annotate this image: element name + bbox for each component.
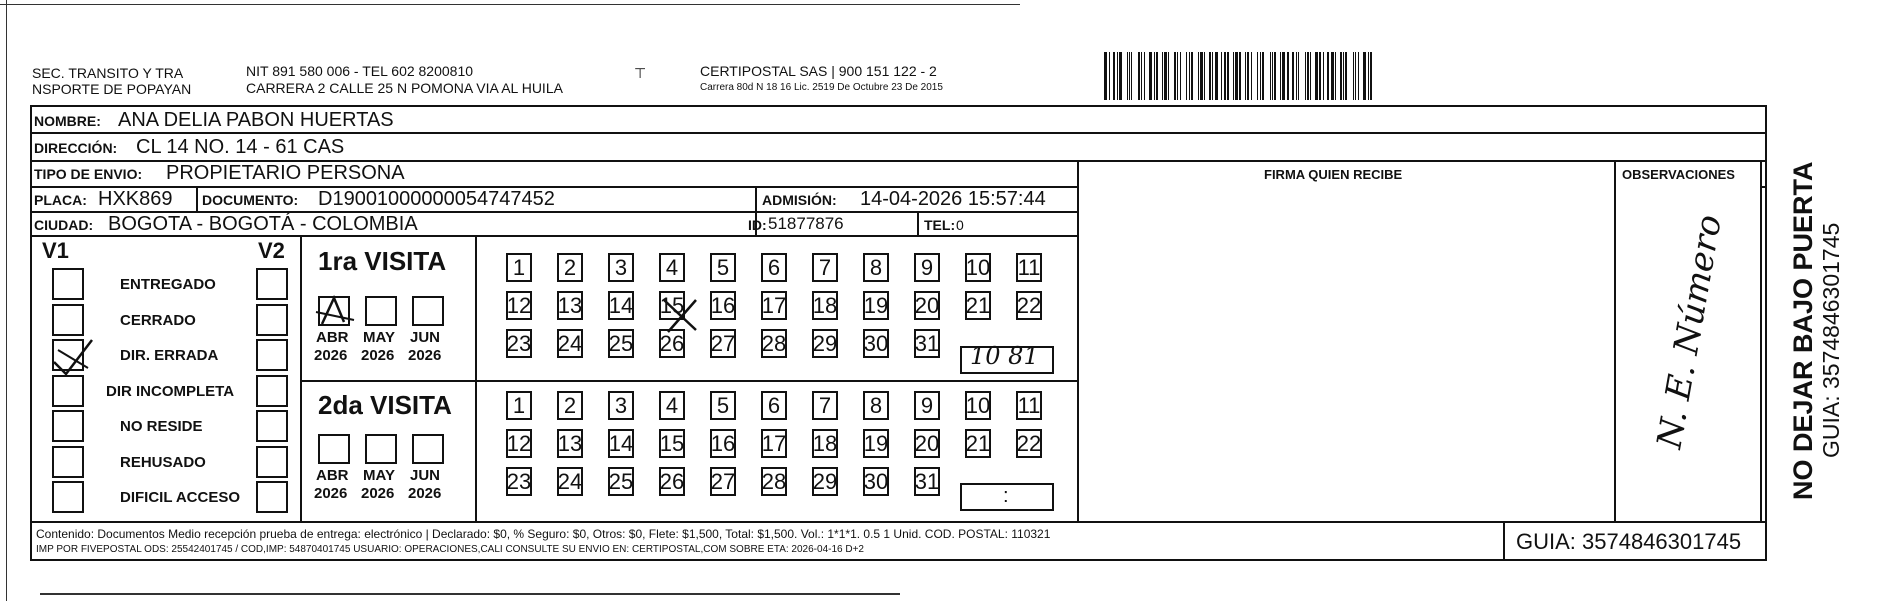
observaciones-handwriting [1618,190,1758,520]
barcode-bar [1272,52,1273,100]
direccion-value: CL 14 NO. 14 - 61 CAS [136,136,345,158]
barcode-bar [1335,52,1336,100]
day-checkbox[interactable]: 4 [659,391,685,420]
month-checkbox[interactable] [365,434,397,464]
barcode-bar [1146,52,1148,100]
barcode-bar [1162,52,1163,100]
barcode-bar [1219,52,1220,100]
day-checkbox[interactable]: 30 [863,329,889,358]
no-dejar-bajo-puerta: NO DEJAR BAJO PUERTA [1788,161,1818,500]
day-checkbox[interactable]: 1 [506,253,532,282]
barcode-bar [1282,52,1285,100]
day-checkbox[interactable]: 24 [557,329,583,358]
barcode-bar [1298,52,1299,100]
barcode-bar [1119,52,1122,100]
day-checkbox[interactable]: 10 [965,253,991,282]
day-checkbox[interactable]: 16 [710,429,736,458]
status-label: CERRADO [120,312,196,329]
status-v1-checkbox[interactable] [52,481,84,513]
day-checkbox[interactable]: 13 [557,429,583,458]
barcode-bar [1315,52,1318,100]
barcode-bar [1109,52,1110,100]
month-label: JUN [410,467,441,484]
day-checkbox[interactable]: 24 [557,467,583,496]
barcode-bar [1325,52,1326,100]
barcode-bar [1265,52,1268,100]
barcode-bar [1235,52,1238,100]
barcode-bar [1260,52,1261,100]
day-checkbox[interactable]: 29 [812,329,838,358]
barcode-bar [1233,52,1234,100]
day-checkbox[interactable]: 14 [608,429,634,458]
month-checkbox[interactable] [412,296,444,326]
month-checkbox[interactable] [412,434,444,464]
admision-label: ADMISIÓN: [762,192,837,208]
barcode-bar [1349,52,1352,100]
barcode-bar [1200,52,1203,100]
courier-address: Carrera 80d N 18 16 Lic. 2519 De Octubre 23 De 2015 [700,82,943,93]
tel-value: 0 [956,217,964,233]
month-label: ABR [316,329,349,346]
day-checkbox[interactable]: 15 [659,429,685,458]
barcode-bar [1300,52,1303,100]
barcode-bar [1113,52,1115,100]
day-checkbox[interactable]: 26 [659,329,685,358]
status-v2-checkbox[interactable] [256,446,288,478]
id-label: ID: [748,217,767,233]
footer-contenido: Contenido: Documentos Medio recepción prueba de entrega: electrónico | Declarado: $0, % Seguro: $0, Otros: $0, Flete: $1,500, Total: $1,500. Vol.: 1*1*1. 0.5 1 Unid. COD. POSTAL: 110321 [36,527,1051,541]
day-checkbox[interactable]: 10 [965,391,991,420]
day-checkbox[interactable]: 17 [761,429,787,458]
barcode-bar [1129,52,1130,100]
direccion-label: DIRECCIÓN: [34,140,118,156]
barcode-bar [1164,52,1167,100]
month-checkbox[interactable] [365,296,397,326]
day-checkbox[interactable]: 22 [1016,291,1042,320]
barcode-bar [1123,52,1125,100]
tel-label: TEL: [924,217,956,233]
barcode-bar [1159,52,1160,100]
day-checkbox[interactable]: 25 [608,467,634,496]
day-checkbox[interactable]: 2 [557,253,583,282]
day-checkbox[interactable]: 5 [710,253,736,282]
visit-1-title: 1ra VISITA [318,246,447,276]
status-label: DIR INCOMPLETA [106,383,235,400]
abr-check-mark [314,292,364,332]
day-checkbox[interactable]: 14 [608,291,634,320]
admision-value: 14-04-2026 15:57:44 [860,188,1046,210]
year-label: 2026 [314,485,348,502]
visit-1-time-handwritten: 10 81 [970,342,1039,370]
day-checkbox[interactable]: 2 [557,391,583,420]
month-label: ABR [316,467,349,484]
barcode-bar [1154,52,1155,100]
day-checkbox[interactable]: 27 [710,467,736,496]
year-label: 2026 [361,347,395,364]
barcode-bar [1337,52,1338,100]
firma-header: FIRMA QUIEN RECIBE [1264,167,1403,182]
barcode-bar [1313,52,1314,100]
barcode-bar [1134,52,1137,100]
barcode-bar [1180,52,1181,100]
barcode-bar [1368,52,1369,100]
barcode-bar [1323,52,1324,100]
barcode-bar [1292,52,1294,100]
year-label: 2026 [408,347,442,364]
barcode-bar [1174,52,1176,100]
barcode-bar [1149,52,1152,100]
visit-2-time-placeholder: : [1003,485,1009,507]
status-label: DIFICIL ACCESO [120,489,241,506]
dir-errada-check-mark [48,332,98,382]
barcode [1104,52,1392,100]
barcode-bar [1257,52,1258,100]
barcode-bar [1363,52,1366,100]
day-checkbox[interactable]: 30 [863,467,889,496]
v2-label: V2 [258,238,285,263]
day-checkbox[interactable]: 19 [863,291,889,320]
v1-label: V1 [42,238,69,263]
day-checkbox[interactable]: 19 [863,429,889,458]
placa-label: PLACA: [34,192,87,208]
ciudad-value: BOGOTA - BOGOTÁ - COLOMBIA [108,213,418,235]
barcode-bar [1360,52,1362,100]
day-checkbox[interactable]: 6 [761,253,787,282]
status-label: ENTREGADO [120,276,216,293]
nit-line: NIT 891 580 006 - TEL 602 8200810 [246,63,474,79]
documento-label: DOCUMENTO: [202,192,299,208]
status-v2-checkbox[interactable] [256,304,288,336]
barcode-bar [1290,52,1291,100]
day-checkbox[interactable]: 12 [506,429,532,458]
barcode-bar [1331,52,1334,100]
id-value: 51877876 [768,214,844,233]
day-checkbox[interactable]: 28 [761,467,787,496]
day-checkbox[interactable]: 9 [914,391,940,420]
barcode-bar [1144,52,1145,100]
day-checkbox[interactable]: 21 [965,429,991,458]
page-edge-bottom [40,593,900,595]
barcode-bar [1239,52,1241,100]
status-v2-checkbox[interactable] [256,410,288,442]
status-label: REHUSADO [120,454,206,471]
handwritten-note-text: N. E. Número [1649,211,1730,452]
ciudad-label: CIUDAD: [34,217,94,233]
day-checkbox[interactable]: 5 [710,391,736,420]
day-checkbox[interactable]: 8 [863,391,889,420]
barcode-bar [1245,52,1246,100]
courier-name: CERTIPOSTAL SAS | 900 151 122 - 2 [700,63,937,79]
day-checkbox[interactable]: 9 [914,253,940,282]
barcode-bar [1262,52,1264,100]
day-checkbox[interactable]: 22 [1016,429,1042,458]
day-checkbox[interactable]: 7 [812,253,838,282]
day-checkbox[interactable]: 25 [608,329,634,358]
day-checkbox[interactable]: 11 [1016,391,1042,420]
courier-logo-icon: ⊤ [634,65,647,81]
documento-value: D19001000000054747452 [318,188,555,210]
barcode-bar [1274,52,1276,100]
nombre-label: NOMBRE: [34,113,101,129]
day-checkbox[interactable]: 23 [506,329,532,358]
barcode-bar [1138,52,1140,100]
day-checkbox[interactable]: 31 [914,467,940,496]
barcode-bar [1243,52,1244,100]
day-checkbox[interactable]: 3 [608,253,634,282]
barcode-bar [1171,52,1173,100]
day-checkbox[interactable]: 1 [506,391,532,420]
day-checkbox[interactable]: 12 [506,291,532,320]
barcode-bar [1141,52,1142,100]
barcode-bar [1104,52,1107,100]
barcode-bar [1168,52,1169,100]
month-label: MAY [363,329,395,346]
barcode-bar [1340,52,1342,100]
barcode-bar [1131,52,1132,100]
barcode-bar [1343,52,1344,100]
day-15-check-mark [660,296,704,336]
sender-line-1: SEC. TRANSITO Y TRA [32,65,184,81]
status-v1-checkbox[interactable] [52,268,84,300]
barcode-bar [1370,52,1372,100]
barcode-bar [1253,52,1256,100]
day-checkbox[interactable]: 28 [761,329,787,358]
signature-area[interactable] [1080,188,1612,518]
footer-guia: GUIA: 3574846301745 [1516,529,1742,554]
footer-imp: IMP POR FIVEPOSTAL ODS: 25542401745 / COD,IMP: 54870401745 USUARIO: OPERACIONES,CALI CONSULTE SU ENVIO EN: CERTIPOSTAL,COM SOBRE ETA: 2026-04-16 D+2 [36,544,864,555]
barcode-bar [1278,52,1279,100]
barcode-bar [1287,52,1289,100]
status-v2-checkbox[interactable] [256,268,288,300]
barcode-bar [1227,52,1229,100]
handwritten-note-svg [1618,190,1758,520]
day-checkbox[interactable]: 15 [659,291,685,320]
status-v1-checkbox[interactable] [52,410,84,442]
barcode-bar [1221,52,1222,100]
barcode-bar [1224,52,1226,100]
day-checkbox[interactable]: 3 [608,391,634,420]
barcode-bar [1296,52,1297,100]
barcode-bar [1207,52,1208,100]
barcode-bar [1230,52,1231,100]
visit-2-title: 2da VISITA [318,390,452,420]
status-v2-checkbox[interactable] [256,339,288,371]
day-checkbox[interactable]: 20 [914,291,940,320]
status-label: DIR. ERRADA [120,347,219,364]
barcode-bar [1194,52,1196,100]
day-checkbox[interactable]: 27 [710,329,736,358]
barcode-bar [1215,52,1218,100]
side-notice [1766,120,1876,510]
barcode-bar [1127,52,1128,100]
barcode-bar [1270,52,1271,100]
barcode-bar [1191,52,1193,100]
side-guia: GUIA: 3574846301745 [1818,222,1844,458]
day-checkbox[interactable]: 13 [557,291,583,320]
status-label: NO RESIDE [120,418,203,435]
month-checkbox[interactable] [318,434,350,464]
barcode-bar [1156,52,1158,100]
barcode-bar [1353,52,1354,100]
barcode-bar [1204,52,1205,100]
day-checkbox[interactable]: 18 [812,291,838,320]
day-checkbox[interactable]: 4 [659,253,685,282]
day-checkbox[interactable]: 20 [914,429,940,458]
barcode-bar [1177,52,1178,100]
barcode-bar [1305,52,1306,100]
barcode-bar [1247,52,1249,100]
barcode-bar [1358,52,1359,100]
day-checkbox[interactable]: 26 [659,467,685,496]
nombre-value: ANA DELIA PABON HUERTAS [118,109,394,131]
page-edge-top [0,4,1020,5]
page-edge-left [6,0,7,601]
day-checkbox[interactable]: 17 [761,291,787,320]
month-label: JUN [410,329,441,346]
day-checkbox[interactable]: 31 [914,329,940,358]
barcode-bar [1111,52,1112,100]
day-checkbox[interactable]: 18 [812,429,838,458]
barcode-bar [1212,52,1213,100]
barcode-bar [1345,52,1347,100]
placa-value: HXK869 [98,188,173,210]
barcode-bar [1209,52,1211,100]
barcode-bar [1198,52,1199,100]
barcode-bar [1189,52,1190,100]
day-checkbox[interactable]: 7 [812,391,838,420]
observaciones-header: OBSERVACIONES [1622,167,1735,182]
day-checkbox[interactable]: 21 [965,291,991,320]
year-label: 2026 [314,347,348,364]
sender-address: CARRERA 2 CALLE 25 N POMONA VIA AL HUILA [246,80,563,96]
day-checkbox[interactable]: 23 [506,467,532,496]
barcode-bar [1251,52,1252,100]
barcode-bar [1280,52,1281,100]
day-checkbox[interactable]: 16 [710,291,736,320]
year-label: 2026 [361,485,395,502]
day-checkbox[interactable]: 8 [863,253,889,282]
barcode-bar [1319,52,1321,100]
tipo-envio-label: TIPO DE ENVIO: [34,166,143,182]
barcode-bar [1355,52,1356,100]
month-label: MAY [363,467,395,484]
tipo-envio-value: PROPIETARIO PERSONA [166,162,405,184]
sender-line-2: NSPORTE DE POPAYAN [32,81,192,97]
year-label: 2026 [408,485,442,502]
day-checkbox[interactable]: 11 [1016,253,1042,282]
barcode-bar [1186,52,1187,100]
barcode-bar [1310,52,1311,100]
barcode-bar [1182,52,1185,100]
barcode-bar [1307,52,1309,100]
barcode-bar [1327,52,1329,100]
day-checkbox[interactable]: 6 [761,391,787,420]
day-checkbox[interactable]: 29 [812,467,838,496]
status-v1-checkbox[interactable] [52,446,84,478]
status-v2-checkbox[interactable] [256,375,288,407]
barcode-bar [1117,52,1118,100]
status-v2-checkbox[interactable] [256,481,288,513]
